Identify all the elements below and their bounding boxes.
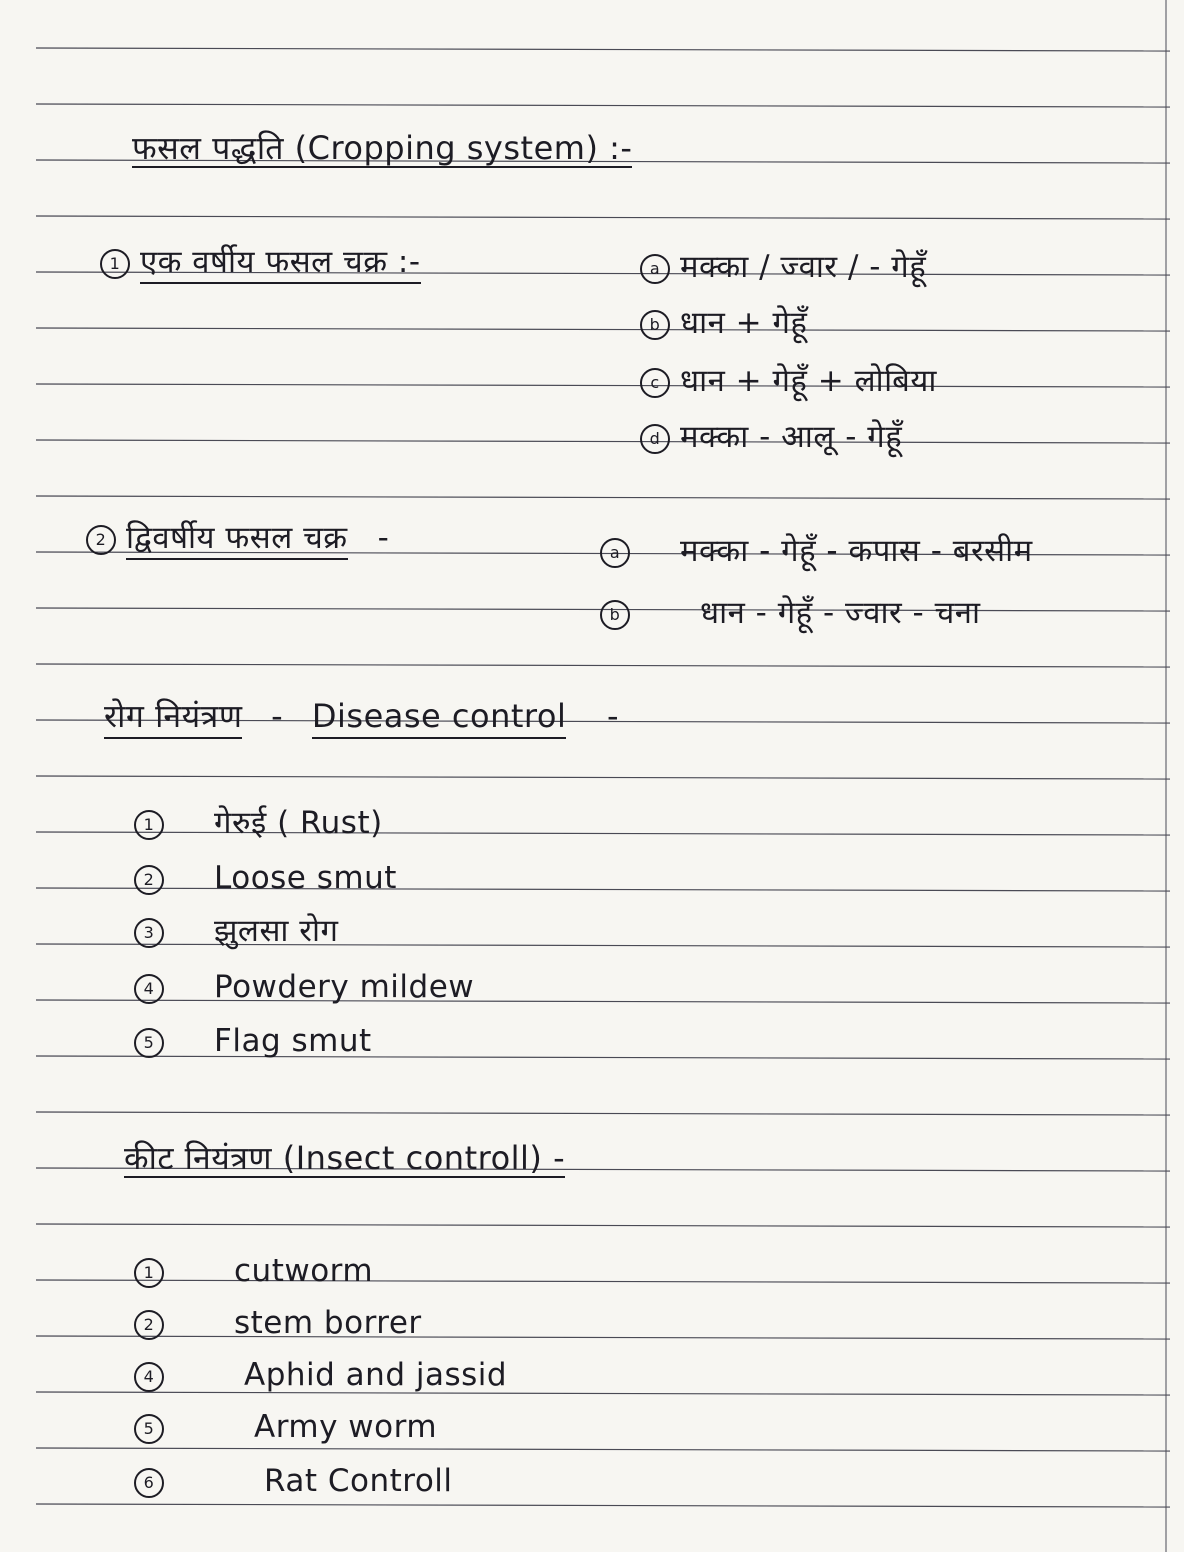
annual-item — [640, 419, 903, 455]
annual-item — [640, 363, 937, 399]
disease-control-heading — [104, 697, 620, 735]
item-text: गेरुई ( Rust) — [214, 805, 383, 841]
item-text: मक्का - आलू - गेहूँ — [680, 419, 903, 455]
item-number: 3 — [134, 918, 164, 948]
item-text: cutworm — [234, 1253, 374, 1289]
disease-item — [134, 969, 475, 1005]
page-heading: फसल पद्धति (Cropping system) :- — [132, 129, 633, 167]
ruled-line — [36, 384, 1170, 387]
annual-item — [640, 305, 808, 341]
ruled-line — [36, 216, 1170, 219]
biennial-item — [600, 595, 981, 631]
item-number: 1 — [134, 810, 164, 840]
insect-item — [134, 1305, 422, 1341]
item-number: 5 — [134, 1414, 164, 1444]
annual-item — [640, 249, 927, 285]
disease-item — [134, 860, 397, 896]
insect-item — [134, 1357, 508, 1393]
item-text: Army worm — [254, 1409, 438, 1445]
disease-item — [134, 805, 383, 841]
biennial-rotation-heading — [86, 520, 390, 556]
item-text: Flag smut — [214, 1023, 372, 1059]
item-marker: d — [640, 424, 670, 454]
insect-item — [134, 1253, 374, 1289]
item-text: मक्का / ज्वार / - गेहूँ — [680, 249, 927, 285]
item-text: Aphid and jassid — [244, 1357, 508, 1393]
item-marker: a — [640, 254, 670, 284]
item-number: 6 — [134, 1468, 164, 1498]
item-number: 2 — [134, 1310, 164, 1340]
disease-item — [134, 1023, 372, 1059]
ruled-line — [36, 496, 1170, 499]
item-number: 2 — [134, 865, 164, 895]
ruled-line — [36, 104, 1170, 107]
annual-rotation-heading — [100, 244, 421, 280]
ruled-line — [36, 48, 1170, 51]
item-marker: c — [640, 368, 670, 398]
biennial-item — [600, 533, 1033, 569]
ruled-line — [36, 664, 1170, 667]
biennial-number-marker: 2 — [86, 525, 116, 555]
biennial-rotation-title: द्विवर्षीय फसल चक्र — [126, 520, 348, 560]
item-marker: b — [600, 600, 630, 630]
item-number: 1 — [134, 1258, 164, 1288]
insect-control-heading: कीट नियंत्रण (Insect controll) - — [124, 1139, 566, 1177]
item-text: मक्का - गेहूँ - कपास - बरसीम — [680, 533, 1033, 569]
insect-item — [134, 1463, 453, 1499]
annual-number-marker: 1 — [100, 249, 130, 279]
ruled-line — [36, 1448, 1170, 1451]
item-text: धान - गेहूँ - ज्वार - चना — [700, 595, 981, 631]
item-text: Powdery mildew — [214, 969, 475, 1005]
ruled-line — [36, 776, 1170, 779]
dash-separator: - — [271, 697, 284, 735]
item-number: 4 — [134, 974, 164, 1004]
item-marker: b — [640, 310, 670, 340]
insect-item — [134, 1409, 438, 1445]
ruled-line — [36, 1112, 1170, 1115]
item-text: धान + गेहूँ + लोबिया — [680, 363, 937, 399]
disease-title-hindi: रोग नियंत्रण — [104, 697, 242, 739]
ruled-line — [36, 1504, 1170, 1507]
item-text: Rat Controll — [264, 1463, 453, 1499]
item-text: Loose smut — [214, 860, 397, 896]
disease-title-english: Disease control — [312, 697, 566, 739]
item-number: 4 — [134, 1362, 164, 1392]
dash-separator: - — [607, 697, 620, 735]
ruled-line — [36, 1392, 1170, 1395]
item-text: धान + गेहूँ — [680, 305, 808, 341]
ruled-line — [36, 1224, 1170, 1227]
item-text: झुलसा रोग — [214, 913, 339, 949]
item-marker: a — [600, 538, 630, 568]
item-text: stem borrer — [234, 1305, 422, 1341]
ruled-line — [36, 328, 1170, 331]
item-number: 5 — [134, 1028, 164, 1058]
disease-item — [134, 913, 339, 949]
dash-separator: - — [377, 520, 390, 556]
annual-rotation-title: एक वर्षीय फसल चक्र :- — [140, 244, 421, 284]
ruled-line — [36, 440, 1170, 443]
